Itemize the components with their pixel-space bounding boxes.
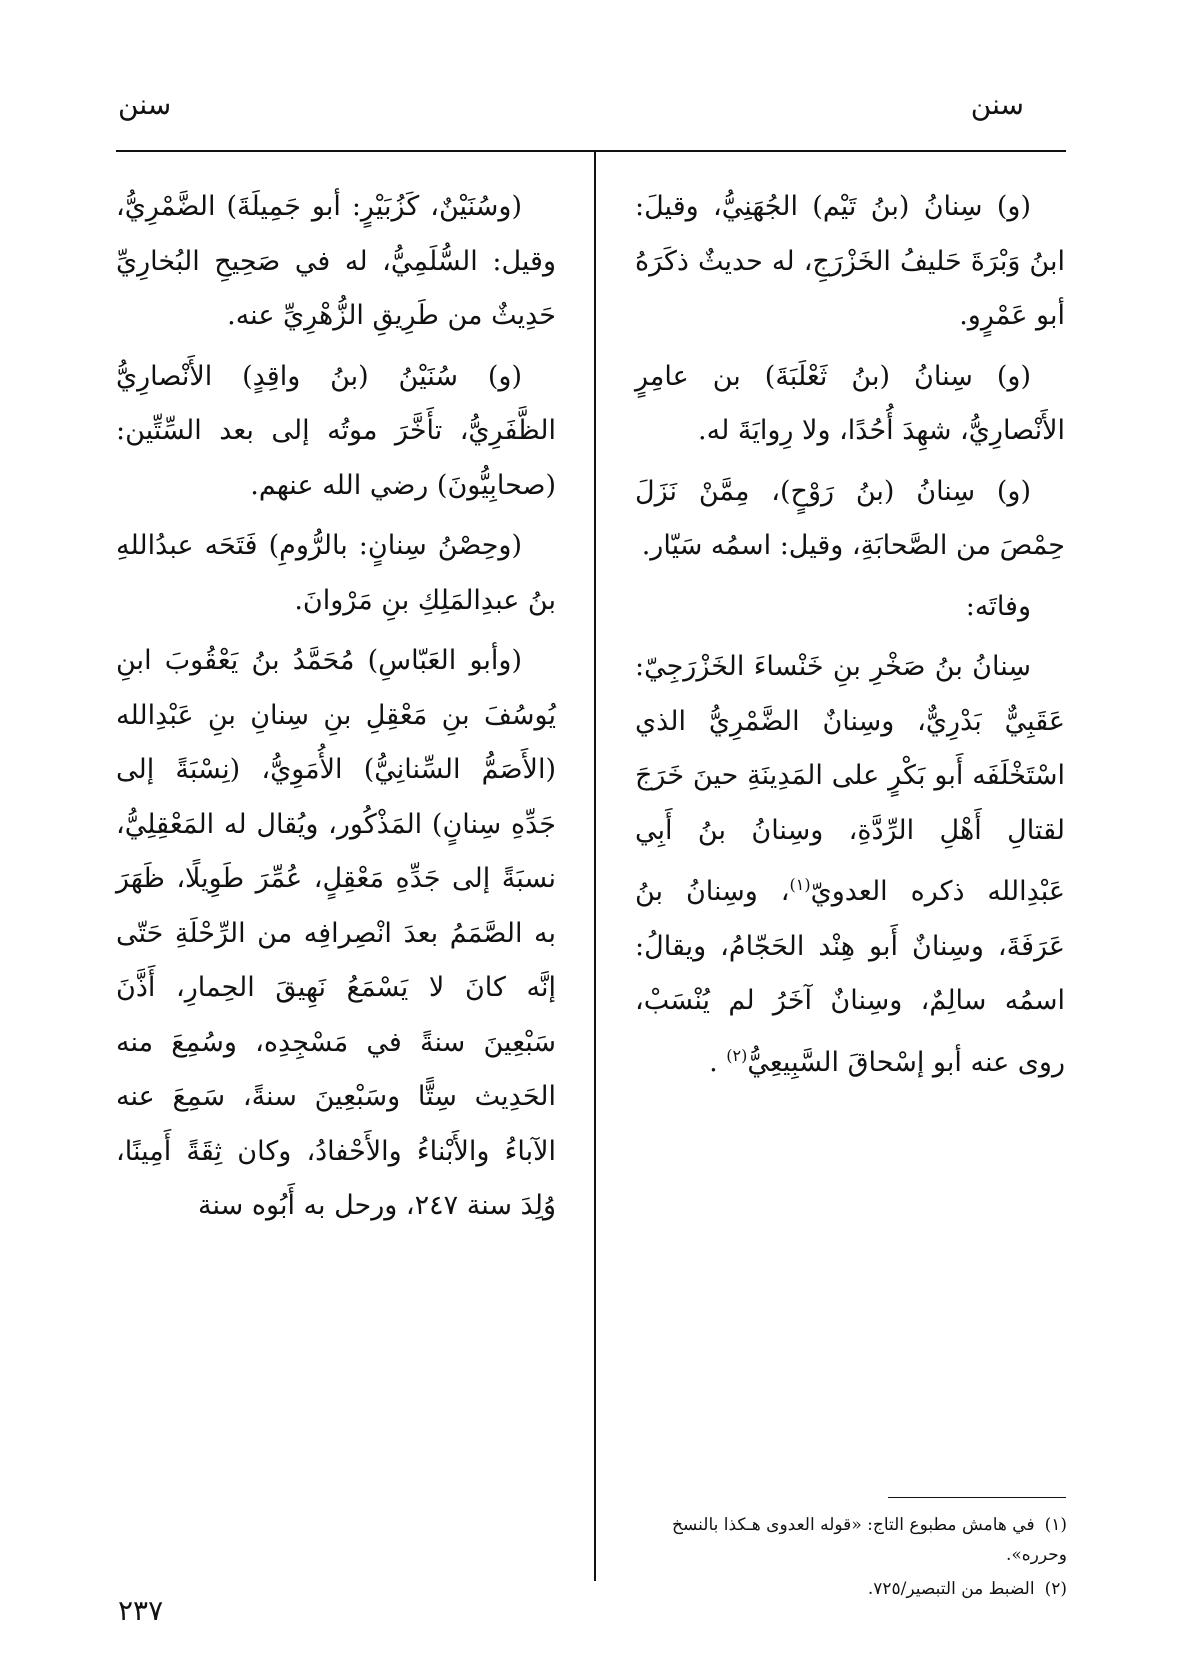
footnote-text: الضبط من التبصير/٧٢٥. [867, 1579, 1035, 1599]
paragraph-text: . [709, 1046, 718, 1078]
footnote-text: في هامش مطبوع التاج: «قوله العدوى هـكذا بالنسخ وحرره». [672, 1515, 1067, 1565]
footnote-ref-2: (٢) [726, 1045, 748, 1065]
entry-paragraph: (و) سِنانُ (بنُ تَيْم) الجُهَنِيُّ، وقيلَ: ابنُ وَبْرَةَ حَليفُ الخَزْرَجِ، له حديثٌ ذكَرَهُ أبو عَمْرٍو. [635, 191, 1065, 331]
entry-paragraph: (و) سِنانُ (بنُ ثَعْلَبَةَ) بن عامِرٍ الأَنْصارِيُّ، شهِدَ أُحُدًا، ولا رِوايَةَ له. [635, 360, 1065, 446]
footnote-rule [888, 1497, 1066, 1498]
entry-paragraph: (و) سِنانُ (بنُ رَوْحٍ)، مِمَّنْ نَزَلَ حِمْصَ من الصَّحابَةِ، وقيل: اسمُه سَيّار. [635, 475, 1065, 561]
entry-paragraph: (وأبو العَبّاسِ) مُحَمَّدُ بنُ يَعْقُوبَ ابنِ يُوسُفَ بنِ مَعْقِلِ بنِ سِنانِ بنِ عَبْدِالله (الأَصَمُّ السِّنانِيُّ) الأُمَوِيُّ، (نِسْبَةً إلى جَدِّهِ سِنانٍ) المَذْكُور، ويُقال له المَعْقِلِيُّ، نسبَةً إلى جَدِّهِ مَعْقِلٍ، عُمِّرَ طَوِيلًا، ظَهَرَ به الصَّمَمُ بعدَ انْصِرافِه من الرِّحْلَةِ حَتّى إنَّه كانَ لا يَسْمَعُ نَهِيقَ الحِمارِ، أَذَّنَ سَبْعِينَ سنةً في مَسْجِدِه، وسُمِعَ منه الحَدِيث سِتًّا وسَبْعِينَ سنةً، سَمِعَ عنه الآباءُ والأَبْناءُ والأَحْفادُ، وكان ثِقَةً أَمِينًا، وُلِدَ سنة ٢٤٧، ورحل به أَبُوه سنة [116, 645, 556, 1221]
footnote-number: (١) [1044, 1515, 1067, 1535]
header-rule [116, 150, 1066, 152]
entry-paragraph: وفاتَه: [965, 590, 1031, 622]
right-column [635, 180, 1065, 1096]
running-head-left: سنن [118, 88, 172, 121]
running-head-right: سنن [970, 88, 1024, 121]
entry-paragraph: (وسُنَيْنٌ، كَزُبَيْرٍ: أبو جَمِيلَةَ) الضَّمْرِيُّ، وقيل: السُّلَمِيُّ، له في صَحِيحِ البُخارِيِّ حَدِيثٌ من طَرِيقِ الزُّهْرِيِّ عنه. [116, 191, 556, 331]
column-divider [594, 151, 596, 1581]
footnote-ref-1: (١) [789, 875, 811, 894]
footnote-item [635, 1574, 1067, 1604]
footnote-item [635, 1510, 1067, 1570]
footnotes [635, 1510, 1067, 1608]
left-column [116, 180, 556, 1240]
footnote-number: (٢) [1044, 1579, 1067, 1599]
paragraph-text: ، وسِنانُ بنُ عَرَفَةَ، وسِنانٌ أَبو هِنْد الحَجّامُ، ويقالُ: اسمُه سالِمٌ، وسِنانٌ آخَرُ لم يُنْسَبْ، روى عنه أبو إسْحاقَ السَّبِيعِيُّ [635, 876, 1065, 1078]
entry-paragraph: (وحِصْنُ سِنانٍ: بالرُّومِ) فَتَحَه عبدُاللهِ بنُ عبدِالمَلِكِ بنِ مَرْوانَ. [116, 530, 556, 616]
page-number: ٢٣٧ [118, 1594, 164, 1627]
paragraph-text: سِنانُ بنُ صَخْرِ بنِ خَنْساءَ الخَزْرَجِيّ: عَقَبِيٌّ بَدْرِيٌّ، وسِنانٌ الضَّمْرِيُّ الذي اسْتَخْلَفَه أَبو بَكْرٍ على المَدِينَةِ حينَ خَرَجَ لقتالِ أَهْلِ الرِّدَّةِ، وسِنانُ بنُ أَبِي عَبْدِالله ذكره العدويّ [635, 651, 1065, 907]
entry-paragraph-with-notes [635, 640, 1065, 1090]
entry-paragraph: (و) سُنَيْنُ (بنُ واقِدٍ) الأَنْصارِيُّ الظَّفَرِيُّ، تأَخَّرَ موتُه إلى بعد السِّتِّين: (صحابِيُّونَ) رضي الله عنهم. [116, 360, 556, 501]
